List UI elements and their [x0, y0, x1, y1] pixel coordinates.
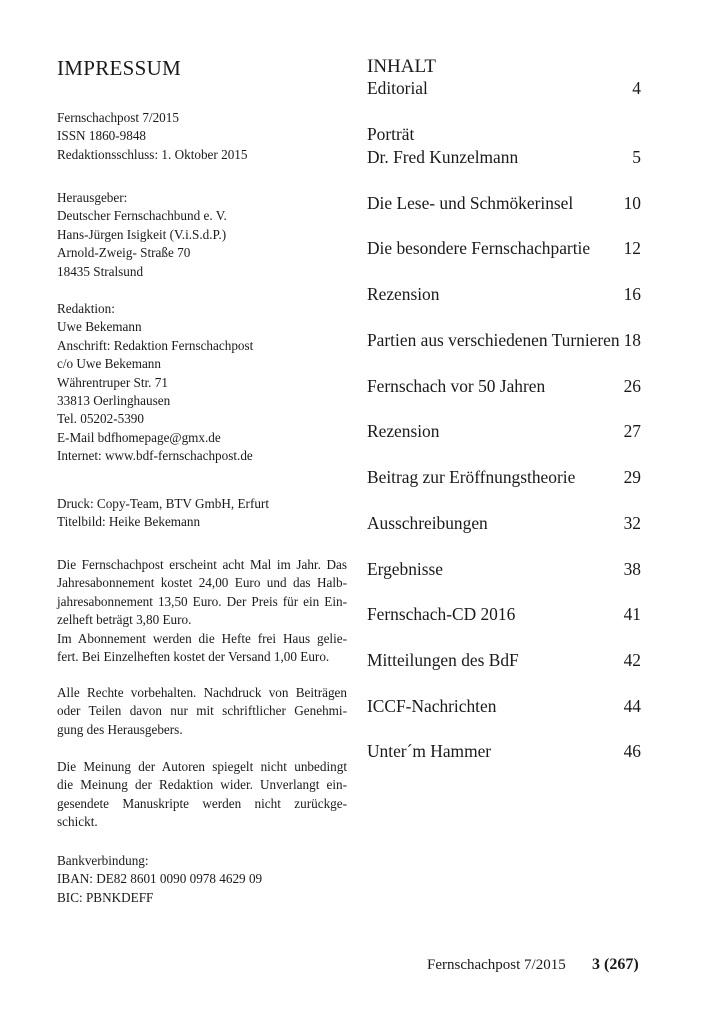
subscription-line: zelheft beträgt 3,80 Euro.	[57, 612, 192, 628]
toc-entry-label: Ergebnisse	[367, 559, 443, 579]
toc-entry-label: ICCF-Nachrichten	[367, 696, 497, 716]
issn-line: ISSN 1860-9848	[57, 128, 147, 144]
toc-entry-page: 12	[623, 238, 641, 258]
toc-entry-label: Dr. Fred Kunzelmann	[367, 147, 519, 167]
opinion-line: schickt.	[57, 814, 98, 830]
toc-entry-label: Mitteilungen des BdF	[367, 650, 519, 670]
subscription-line: Die Fernschachpost erscheint acht Mal im Jahr. Das	[57, 557, 347, 572]
toc-entry-label: Porträt	[367, 124, 415, 144]
publisher-city: 18435 Stralsund	[57, 263, 144, 279]
subscription-line: jahresabonnement 13,50 Euro. Der Preis für ein Ein-	[57, 593, 347, 609]
toc-entry	[367, 238, 641, 259]
toc-entry	[367, 559, 641, 580]
toc-entry-label: Die besondere Fernschachpartie	[367, 238, 591, 258]
toc-entry-label: Ausschreibungen	[367, 513, 488, 533]
footer-publication: Fernschachpost 7/2015	[427, 957, 566, 973]
toc-entry-label: Rezension	[367, 421, 440, 441]
editorial-phone: Tel. 05202-5390	[57, 411, 144, 427]
subscription-line: Im Abonnement werden die Hefte frei Haus gelie-	[57, 630, 347, 646]
toc-entry	[367, 284, 641, 305]
opinion-line: Die Meinung der Autoren spiegelt nicht unbedingt	[57, 759, 347, 774]
publisher-heading: Herausgeber:	[57, 190, 128, 205]
toc-entry-page: 46	[623, 741, 641, 761]
editorial-email: E-Mail bdfhomepage@gmx.de	[57, 429, 221, 445]
toc-entry-page: 42	[623, 650, 641, 670]
toc-entry-page: 38	[623, 559, 641, 579]
toc-entry	[367, 330, 641, 351]
print-line: Druck: Copy-Team, BTV GmbH, Erfurt	[57, 496, 269, 511]
bank-bic: BIC: PBNKDEFF	[57, 889, 154, 905]
deadline-line: Redaktionsschluss: 1. Oktober 2015	[57, 146, 248, 162]
opinion-line: gesendete Manuskripte werden nicht zurückge-	[57, 795, 347, 811]
subscription-line: fert. Bei Einzelheften kostet der Versand 1,00 Euro.	[57, 649, 330, 665]
toc-entry-page: 41	[623, 604, 641, 624]
impressum-title: IMPRESSUM	[57, 56, 182, 80]
subscription-paragraph	[57, 556, 347, 666]
toc-entry	[367, 604, 641, 625]
toc-entry	[367, 467, 641, 488]
editorial-address-label: Anschrift: Redaktion Fernschachpost	[57, 337, 254, 353]
toc-entry-page: 44	[623, 696, 641, 716]
publisher-org: Deutscher Fernschachbund e. V.	[57, 208, 227, 224]
toc-entry-label: Partien aus verschiedenen Turnieren	[367, 330, 620, 350]
toc-entry-page: 26	[623, 376, 641, 396]
cover-photo-line: Titelbild: Heike Bekemann	[57, 514, 201, 530]
bank-block	[57, 852, 262, 907]
subscription-line: Jahresabonnement kostet 24,00 Euro und das Halb-	[57, 575, 347, 591]
toc-entry-label: Unter´m Hammer	[367, 741, 492, 761]
toc-entry-page: 5	[632, 147, 641, 167]
editorial-street: Währentruper Str. 71	[57, 374, 168, 390]
toc-entry-label: Editorial	[367, 78, 428, 98]
toc-entry	[367, 741, 641, 762]
editorial-co: c/o Uwe Bekemann	[57, 356, 161, 372]
toc-entry-label: Beitrag zur Eröffnungstheorie	[367, 467, 576, 487]
editorial-block	[57, 300, 253, 466]
toc-entry	[367, 376, 641, 397]
toc-entry	[367, 421, 641, 442]
toc-entry-page: 4	[632, 78, 641, 98]
toc-entry-label: Fernschach-CD 2016	[367, 604, 516, 624]
rights-line: Alle Rechte vorbehalten. Nachdruck von Beiträgen	[57, 685, 347, 700]
toc-entry-page: 32	[623, 513, 641, 533]
rights-line: gung des Herausgebers.	[57, 721, 183, 737]
opinion-line: die Meinung der Redaktion wider. Unverlangt ein-	[57, 777, 347, 793]
editorial-heading: Redaktion:	[57, 301, 115, 316]
toc-entry	[367, 147, 641, 168]
issue-block	[57, 109, 247, 164]
toc-entry-page: 16	[623, 284, 641, 304]
toc-entry	[367, 650, 641, 671]
toc-entry	[367, 193, 641, 214]
publisher-street: Arnold-Zweig- Straße 70	[57, 245, 191, 261]
toc-entry-page: 18	[623, 330, 641, 350]
toc-entry-page: 10	[623, 193, 641, 213]
rights-line: oder Teilen davon nur mit schriftlicher Genehmi-	[57, 703, 347, 719]
rights-paragraph	[57, 684, 347, 739]
bank-iban: IBAN: DE82 8601 0090 0978 4629 09	[57, 871, 263, 887]
editor-name: Uwe Bekemann	[57, 319, 142, 335]
issue-line: Fernschachpost 7/2015	[57, 110, 179, 125]
toc-entry-label: Fernschach vor 50 Jahren	[367, 376, 546, 396]
editorial-city: 33813 Oerlinghausen	[57, 393, 171, 409]
publisher-block	[57, 189, 227, 281]
toc-entry-page: 29	[623, 467, 641, 487]
publisher-person: Hans-Jürgen Isigkeit (V.i.S.d.P.)	[57, 226, 227, 242]
toc-entry	[367, 696, 641, 717]
toc-entry-label: Rezension	[367, 284, 440, 304]
toc-entry	[367, 78, 641, 99]
toc-entry-label: Die Lese- und Schmökerinsel	[367, 193, 574, 213]
toc-entry-page: 27	[623, 421, 641, 441]
editorial-website: Internet: www.bdf-fernschachpost.de	[57, 448, 253, 464]
toc-entry	[367, 124, 641, 145]
toc-entry	[367, 513, 641, 534]
toc-title: INHALT	[367, 56, 436, 77]
bank-heading: Bankverbindung:	[57, 853, 149, 868]
opinion-paragraph	[57, 758, 347, 832]
print-block	[57, 495, 269, 532]
footer-page-number: 3 (267)	[592, 956, 639, 973]
